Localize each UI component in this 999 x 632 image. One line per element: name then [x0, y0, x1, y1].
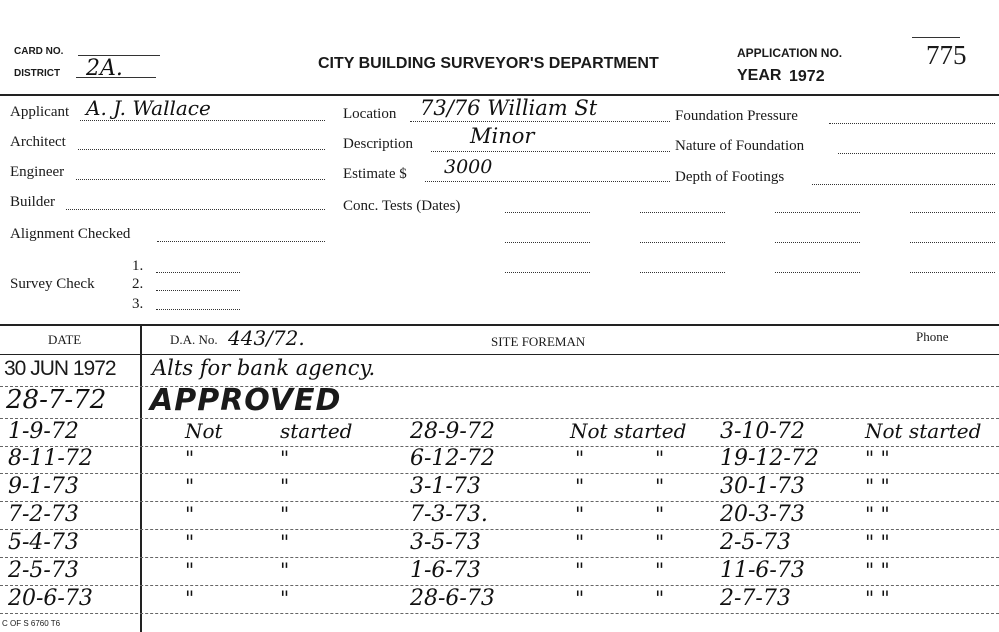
inspection-note: "	[575, 502, 585, 526]
inspection-note: "	[655, 474, 665, 498]
inspection-note: started	[280, 419, 353, 443]
inspection-note: "	[655, 586, 665, 610]
survey-2-line	[156, 290, 240, 291]
inspection-date: 5-4-73	[8, 530, 79, 555]
survey-3-line	[156, 309, 240, 310]
conc-test-line-1a	[505, 212, 590, 213]
applicant-value: A. J. Wallace	[86, 96, 211, 120]
inspection-note: "	[655, 558, 665, 582]
approved-text: APPROVED	[150, 383, 342, 418]
inspection-note: "	[280, 530, 290, 554]
district-value: 2A.	[86, 56, 123, 81]
inspection-date: 1-6-73	[410, 558, 481, 583]
conc-test-line-1c	[775, 212, 860, 213]
application-no-label: APPLICATION NO.	[737, 46, 843, 60]
year-value: 1972	[789, 68, 825, 85]
inspection-date: 11-6-73	[720, 558, 805, 583]
log-row-line	[0, 418, 999, 419]
conc-test-line-2b	[640, 242, 725, 243]
stamp-date: 30 JUN 1972	[4, 357, 116, 380]
inspection-date: 20-6-73	[8, 586, 93, 611]
log-row-line	[0, 585, 999, 586]
inspection-note: "	[575, 530, 585, 554]
inspection-note: Not started	[570, 419, 687, 443]
inspection-date: 2-5-73	[720, 530, 791, 555]
inspection-date: 28-6-73	[410, 586, 495, 611]
survey-1-line	[156, 272, 240, 273]
estimate-line	[425, 181, 670, 182]
estimate-label: Estimate $	[343, 166, 407, 182]
description-line	[431, 151, 670, 152]
application-no-value: 775	[926, 40, 967, 70]
inspection-date: 7-2-73	[8, 502, 79, 527]
log-header-underline	[0, 354, 999, 355]
inspection-note: "	[575, 446, 585, 470]
inspection-date: 7-3-73.	[410, 502, 488, 527]
location-line	[410, 121, 670, 122]
inspection-note: " "	[865, 502, 890, 526]
inspection-note: Not	[185, 419, 223, 443]
inspection-date: 3-1-73	[410, 474, 481, 499]
description-value: Minor	[470, 124, 535, 148]
conc-test-line-2a	[505, 242, 590, 243]
stamp-note: Alts for bank agency.	[152, 356, 376, 380]
alignment-label: Alignment Checked	[10, 226, 131, 242]
inspection-note: "	[280, 502, 290, 526]
inspection-note: "	[280, 474, 290, 498]
builder-label: Builder	[10, 194, 55, 210]
conc-test-line-2c	[775, 242, 860, 243]
conc-test-line-3c	[775, 272, 860, 273]
engineer-line	[76, 179, 325, 180]
inspection-note: " "	[865, 586, 890, 610]
log-row-line	[0, 446, 999, 447]
applicant-line	[80, 120, 325, 121]
year-label: YEAR	[737, 67, 782, 84]
builder-line	[66, 209, 325, 210]
survey-2-label: 2.	[132, 276, 144, 292]
phone-header: Phone	[916, 329, 949, 344]
survey-1-label: 1.	[132, 258, 144, 274]
nature-foundation-line	[838, 153, 995, 154]
log-row-line	[0, 501, 999, 502]
inspection-note: "	[575, 558, 585, 582]
inspection-note: "	[280, 586, 290, 610]
architect-label: Architect	[10, 134, 66, 150]
inspection-note: " "	[865, 558, 890, 582]
da-value: 443/72.	[228, 326, 305, 350]
inspection-note: "	[185, 530, 195, 554]
inspection-date: 28-9-72	[410, 419, 495, 444]
depth-footings-label: Depth of Footings	[675, 169, 785, 185]
inspection-note: "	[185, 446, 195, 470]
inspection-note: "	[185, 586, 195, 610]
da-label: D.A. No.	[170, 332, 218, 347]
engineer-label: Engineer	[10, 164, 65, 180]
location-label: Location	[343, 106, 397, 122]
inspection-note: "	[185, 502, 195, 526]
card-no-label: CARD NO.	[14, 46, 64, 57]
depth-footings-line	[812, 184, 995, 185]
inspection-note: " "	[865, 530, 890, 554]
inspection-note: Not started	[865, 419, 982, 443]
location-value: 73/76 William St	[420, 96, 598, 120]
inspection-note: "	[655, 502, 665, 526]
applicant-label: Applicant	[10, 104, 70, 120]
district-label: DISTRICT	[14, 68, 61, 79]
inspection-date: 8-11-72	[8, 446, 93, 471]
conc-tests-label: Conc. Tests (Dates)	[343, 198, 461, 214]
conc-test-line-1b	[640, 212, 725, 213]
inspection-note: "	[655, 530, 665, 554]
inspection-note: "	[655, 446, 665, 470]
architect-line	[78, 149, 325, 150]
log-row-line	[0, 473, 999, 474]
conc-test-line-2d	[910, 242, 995, 243]
nature-foundation-label: Nature of Foundation	[675, 138, 805, 154]
inspection-date: 19-12-72	[720, 446, 819, 471]
foundation-pressure-line	[829, 123, 995, 124]
inspection-note: "	[280, 558, 290, 582]
inspection-date: 2-5-73	[8, 558, 79, 583]
estimate-value: 3000	[444, 156, 493, 178]
conc-test-line-3d	[910, 272, 995, 273]
log-top-divider	[0, 324, 999, 326]
inspection-date: 2-7-73	[720, 586, 791, 611]
conc-test-line-1d	[910, 212, 995, 213]
department-title: CITY BUILDING SURVEYOR'S DEPARTMENT	[318, 55, 659, 72]
date-header: DATE	[48, 332, 82, 347]
date-column-divider	[140, 326, 142, 632]
survey-3-label: 3.	[132, 296, 144, 312]
inspection-note: " "	[865, 446, 890, 470]
inspection-note: "	[575, 586, 585, 610]
log-row-line	[0, 557, 999, 558]
inspection-date: 1-9-72	[8, 419, 79, 444]
foundation-pressure-label: Foundation Pressure	[675, 108, 798, 124]
inspection-note: "	[185, 474, 195, 498]
alignment-line	[157, 241, 325, 242]
log-row-line	[0, 613, 999, 614]
inspection-date: 30-1-73	[720, 474, 805, 499]
inspection-date: 20-3-73	[720, 502, 805, 527]
inspection-date: 3-5-73	[410, 530, 481, 555]
inspection-date: 9-1-73	[8, 474, 79, 499]
inspection-note: "	[185, 558, 195, 582]
log-row-line	[0, 529, 999, 530]
description-label: Description	[343, 136, 413, 152]
conc-test-line-3a	[505, 272, 590, 273]
inspection-date: 6-12-72	[410, 446, 495, 471]
survey-check-label: Survey Check	[10, 276, 95, 292]
inspection-note: "	[575, 474, 585, 498]
approved-date: 28-7-72	[6, 385, 107, 415]
application-no-rule	[912, 37, 960, 38]
form-code: C OF S 6760 T6	[2, 619, 61, 628]
conc-test-line-3b	[640, 272, 725, 273]
inspection-date: 3-10-72	[720, 419, 805, 444]
inspection-note: "	[280, 446, 290, 470]
site-foreman-header: SITE FOREMAN	[491, 334, 586, 349]
inspection-note: " "	[865, 474, 890, 498]
